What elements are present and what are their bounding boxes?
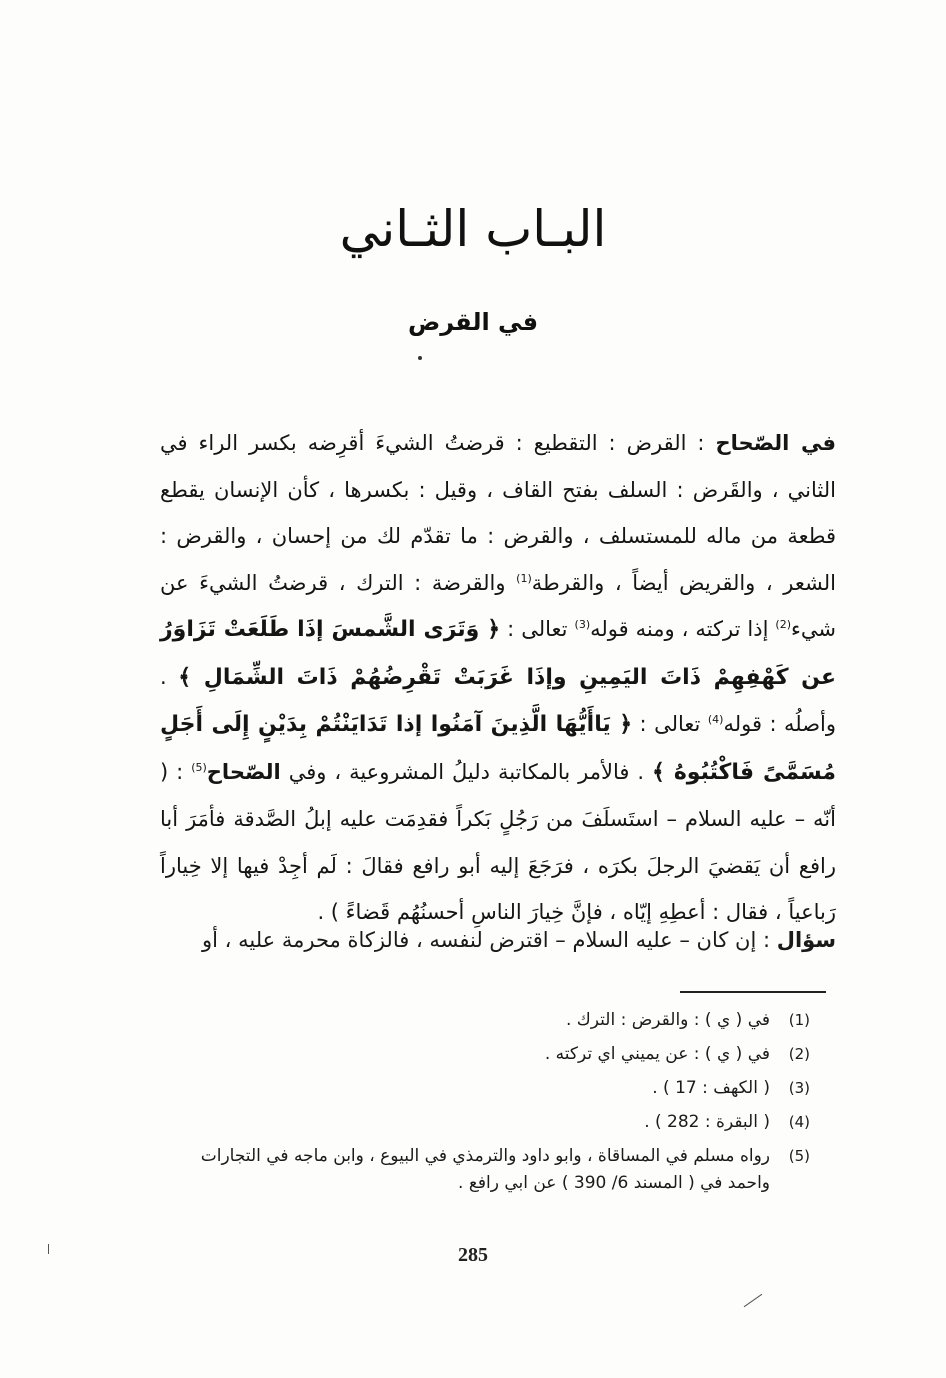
paragraph-1	[160, 420, 836, 936]
text-segment: . وأصلُه : قوله	[160, 664, 836, 736]
footnote-text: في ( ي ) : عن يميني اي تركته .	[544, 1044, 770, 1064]
footnote-ref-5[interactable]: (5)	[191, 760, 207, 774]
footnote-separator	[680, 991, 826, 993]
quran-verse-baqara: ﴿ يَاأَيُّهَا الَّذِينَ آمَنُوا إذا تَدَايَنْتُمْ بِدَيْنٍ إِلَى أَجَلٍ مُسَمَّىً فَاكْتُبُوهُ ﴾	[160, 712, 836, 785]
footnote-number: (5)	[788, 1147, 810, 1165]
text-segment: : القرض : التقطيع : قرضتُ الشيءَ أقرِضه بكسر الراء في الثاني ، والقَرض : السلف بفتح القاف ، وقيل : بكسرها ، كأن الإنسان يقطع قطعة من ماله للمستسلف ، والقرض : ما تقدّم لك من إحسان ، والقرض : الشعر ، والقريض أيضاً ، والقرطة	[160, 431, 836, 595]
question-label: سؤال	[776, 928, 836, 952]
section-title: في القرض	[407, 308, 539, 336]
text-segment: والقرضة : الترك ، قرضتُ الشيءَ عن شيء	[160, 570, 836, 641]
text-segment: تعالى :	[500, 617, 575, 641]
source-sahah-2: الصّحاح	[206, 759, 281, 784]
source-sahah: في الصّحاح	[715, 431, 836, 455]
footnote-ref-4[interactable]: (4)	[707, 713, 724, 726]
footnotes	[160, 1007, 810, 1204]
text-segment: إذا تركته ، ومنه قوله	[590, 617, 776, 641]
footnote-item	[160, 1109, 810, 1136]
footnote-item	[160, 1041, 810, 1068]
question-line	[160, 917, 836, 963]
chapter-title: البـاب الثـاني	[339, 200, 607, 258]
quran-verse-kahf: ﴿ وَتَرَى الشَّمسَ إذَا طَلَعَتْ تَزَاوَرُ عن كَهْفِهِمْ ذَاتَ اليَمِينِ وإذَا غَرَبَتْ تَقْرِضُهُمْ ذَاتَ الشِّمَالِ ﴾	[160, 617, 836, 690]
text-segment: . فالأمر بالمكاتبة دليلُ المشروعية ، وفي	[280, 759, 652, 784]
footnote-ref-1[interactable]: (1)	[516, 571, 532, 585]
text-segment: تعالى :	[632, 712, 708, 736]
footnote-text: رواه مسلم في المساقاة ، وابو داود والترمذي في البيوع ، وابن ماجه في التجارات واحمد في ( المسند 6/ 390 ) عن ابي رافع .	[200, 1146, 770, 1193]
footnote-text: في ( ي ) : والقرض : الترك .	[565, 1010, 770, 1030]
footnote-item	[160, 1007, 810, 1034]
scan-mark-left	[48, 1244, 49, 1254]
footnote-number: (2)	[788, 1045, 810, 1063]
footnote-item	[160, 1143, 810, 1197]
footnote-ref-3[interactable]: (3)	[574, 618, 591, 631]
footnote-number: (1)	[788, 1011, 810, 1029]
footnote-item	[160, 1075, 810, 1102]
footnote-text: ( الكهف : 17 ) .	[652, 1078, 770, 1098]
question-text: : إن كان – عليه السلام – اقترض لنفسه ، فالزكاة محرمة عليه ، أو	[202, 928, 777, 952]
footnote-number: (4)	[788, 1113, 810, 1131]
main-paragraph	[160, 420, 836, 936]
footnote-ref-2[interactable]: (2)	[775, 618, 792, 631]
page-number: 285	[458, 1244, 488, 1266]
scan-speck	[418, 356, 422, 360]
footnote-text: ( البقرة : 282 ) .	[644, 1112, 770, 1132]
scan-mark-bottom	[744, 1294, 763, 1307]
footnote-number: (3)	[788, 1079, 810, 1097]
text-segment: : ( أنّه – عليه السلام – استَسلَفَ من رَجُلٍ بَكراً فقدِمَت عليه إبلُ الصَّدقة فأمَرَ أبا رافع أن يَقضيَ الرجلَ بكرَه ، فرَجَعَ إليه أبو رافع فقالَ : لَم أجِدْ فيها إلا خِياراً رَباعياً ، فقال : أعطِهِ إيّاه ، فإنَّ خِيارَ الناسِ أحسنُهُم قَضاءً ) .	[160, 759, 836, 924]
